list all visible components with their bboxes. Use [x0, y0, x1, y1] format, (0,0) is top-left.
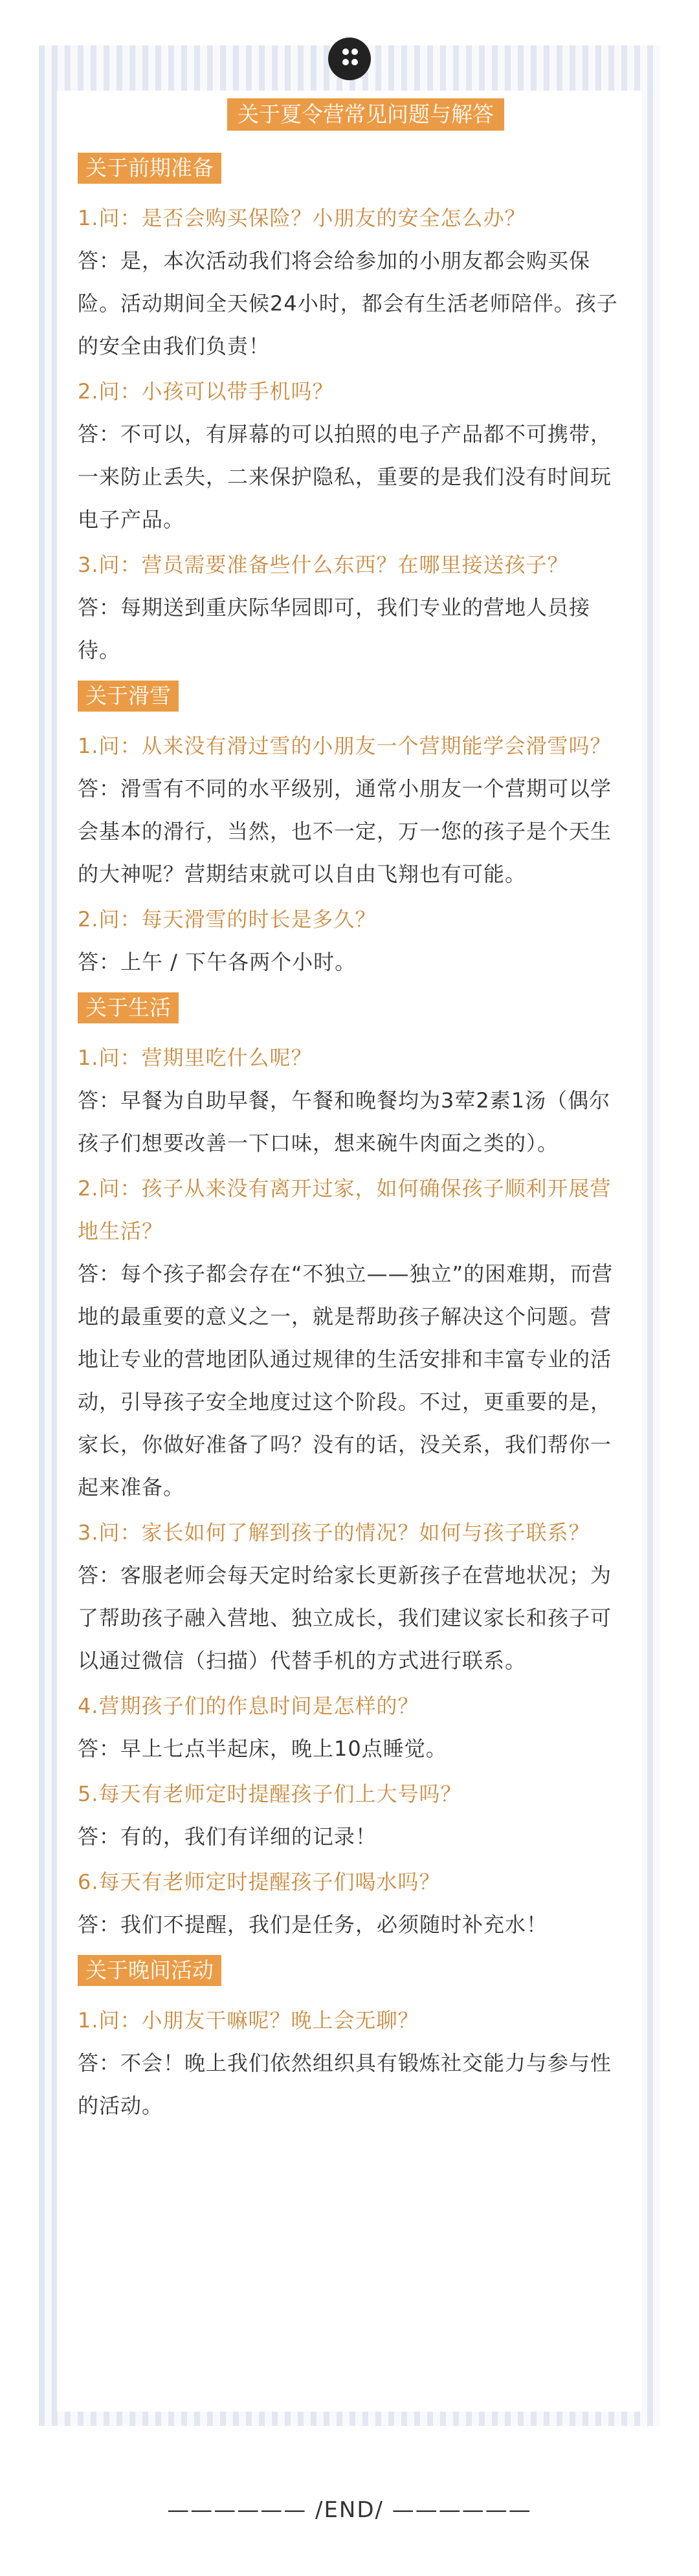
section-preparation	[78, 146, 628, 671]
section-evening-activities	[78, 1948, 628, 2127]
page-title: 关于夏令营常见问题与解答	[227, 98, 504, 131]
question: 1.问：营期里吃什么呢？	[78, 1045, 313, 1070]
more-menu-icon[interactable]	[328, 38, 371, 80]
answer: 答：早餐为自助早餐，午餐和晚餐均为3荤2素1汤（偶尔孩子们想要改善一下口味，想来碗牛肉面之类的）。	[78, 1088, 611, 1155]
question: 2.问：孩子从来没有离开过家，如何确保孩子顺利开展营地生活？	[78, 1176, 612, 1243]
question: 3.问：家长如何了解到孩子的情况？如何与孩子联系？	[78, 1520, 590, 1545]
answer: 答：每个孩子都会存在“不独立——独立”的困难期，而营地的最重要的意义之一，就是帮助孩子解决这个问题。营地让专业的营地团队通过规律的生活安排和丰富专业的活动，引导孩子安全地度过这个阶段。不过，更重要的是，家长，你做好准备了吗？没有的话，没关系，我们帮你一起来准备。	[78, 1261, 614, 1500]
answer: 答：我们不提醒，我们是任务，必须随时补充水！	[78, 1912, 548, 1937]
answer: 答：是，本次活动我们将会给参加的小朋友都会购买保险。活动期间全天候24小时，都会有生活老师陪伴。孩子的安全由我们负责！	[78, 248, 618, 358]
answer: 答：客服老师会每天定时给家长更新孩子在营地状况；为了帮助孩子融入营地、独立成长，我们建议家长和孩子可以通过微信（扫描）代替手机的方式进行联系。	[78, 1563, 612, 1673]
section-label: 关于晚间活动	[78, 1955, 221, 1986]
question: 5.每天有老师定时提醒孩子们上大号吗？	[78, 1782, 462, 1806]
answer: 答：每期送到重庆际华园即可，我们专业的营地人员接待。	[78, 595, 591, 662]
question: 1.问：是否会购买保险？小朋友的安全怎么办？	[78, 206, 526, 230]
answer: 答：不可以，有屏幕的可以拍照的电子产品都不可携带，一来防止丢失，二来保护隐私，重要的是我们没有时间玩电子产品。	[78, 422, 612, 532]
answer: 答：有的，我们有详细的记录！	[78, 1824, 377, 1849]
question: 2.问：小孩可以带手机吗？	[78, 379, 334, 404]
section-label: 关于前期准备	[78, 153, 221, 184]
end-marker: —————— /END/ ——————	[167, 2497, 532, 2523]
answer: 答：滑雪有不同的水平级别，通常小朋友一个营期可以学会基本的滑行，当然，也不一定，万一您的孩子是个天生的大神呢？营期结束就可以自由飞翔也有可能。	[78, 776, 612, 886]
section-daily-life	[78, 986, 628, 1946]
question: 3.问：营员需要准备些什么东西？在哪里接送孩子？	[78, 552, 569, 577]
answer: 答：早上七点半起床，晚上10点睡觉。	[78, 1736, 447, 1761]
section-label: 关于滑雪	[78, 681, 179, 712]
answer: 答：不会！晚上我们依然组织具有锻炼社交能力与参与性的活动。	[78, 2051, 612, 2118]
question: 1.问：从来没有滑过雪的小朋友一个营期能学会滑雪吗？	[78, 734, 612, 758]
answer: 答：上午 / 下午各两个小时。	[78, 950, 357, 974]
question: 4.营期孩子们的作息时间是怎样的？	[78, 1694, 419, 1718]
question: 1.问：小朋友干嘛呢？晚上会无聊？	[78, 2008, 419, 2033]
faq-content	[78, 98, 628, 2130]
section-label: 关于生活	[78, 992, 179, 1023]
question: 2.问：每天滑雪的时长是多久？	[78, 907, 377, 932]
section-skiing	[78, 674, 628, 983]
question: 6.每天有老师定时提醒孩子们喝水吗？	[78, 1870, 441, 1894]
